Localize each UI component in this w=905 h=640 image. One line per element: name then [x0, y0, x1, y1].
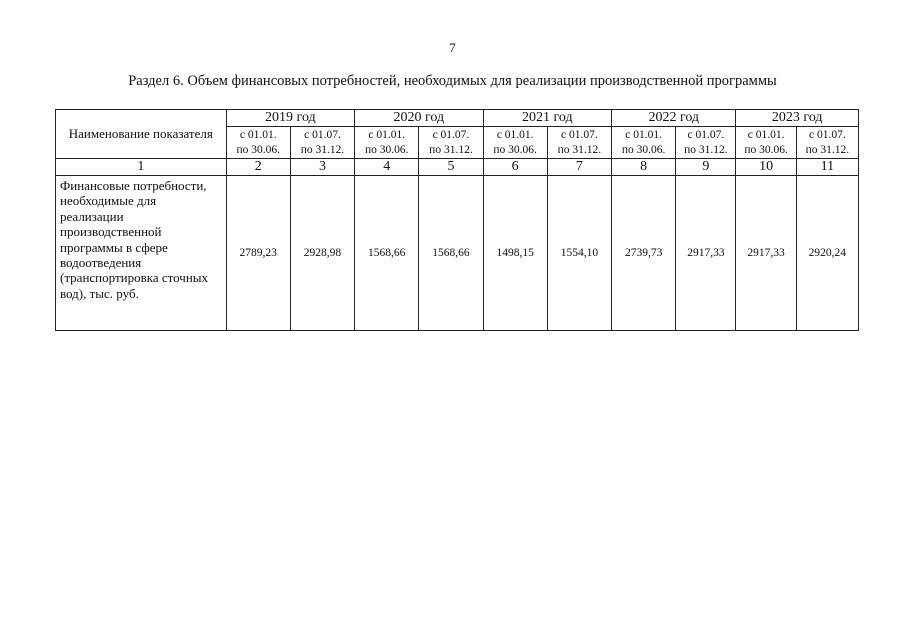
column-number: 7 — [547, 159, 611, 176]
period-header — [547, 127, 611, 159]
indicator-header: Наименование показателя — [56, 110, 227, 159]
period-start: с 01.07. — [304, 128, 341, 141]
page-number: 7 — [449, 40, 456, 55]
value-cell: 2920,24 — [796, 176, 858, 331]
indicator-label: Финансовые потребности, необходимые для реализации производственной программы в сфере водоотведения (транспортировка сточных вод), тыс. руб. — [56, 176, 227, 331]
period-start: с 01.01. — [368, 128, 406, 141]
period-start: с 01.07. — [687, 128, 725, 141]
financial-needs-table — [55, 109, 859, 331]
period-start: с 01.07. — [561, 128, 598, 141]
period-end: по 31.12. — [805, 143, 850, 156]
value-cell: 1554,10 — [547, 176, 611, 331]
period-end: по 30.06. — [364, 143, 409, 156]
column-number: 2 — [226, 159, 290, 176]
period-start: с 01.07. — [432, 128, 470, 141]
period-end: по 30.06. — [236, 143, 280, 156]
period-end: по 30.06. — [621, 143, 666, 156]
period-start: с 01.01. — [239, 128, 277, 141]
header-row-years — [56, 110, 859, 127]
column-number: 6 — [483, 159, 547, 176]
value-cell: 2739,73 — [612, 176, 676, 331]
column-number: 11 — [796, 159, 858, 176]
table-row — [56, 176, 859, 331]
period-start: с 01.07. — [808, 128, 846, 141]
column-number: 5 — [419, 159, 483, 176]
column-number: 10 — [736, 159, 796, 176]
period-end: по 31.12. — [429, 143, 473, 156]
value-cell: 2789,23 — [226, 176, 290, 331]
period-end: по 31.12. — [300, 143, 345, 156]
value-cell: 1498,15 — [483, 176, 547, 331]
period-header — [796, 127, 858, 159]
period-start: с 01.01. — [625, 128, 663, 141]
period-header — [355, 127, 419, 159]
value-cell: 2917,33 — [676, 176, 736, 331]
period-header — [483, 127, 547, 159]
value-cell: 2917,33 — [736, 176, 796, 331]
year-header-2023: 2023 год — [736, 110, 859, 127]
value-cell: 1568,66 — [355, 176, 419, 331]
section-title: Раздел 6. Объем финансовых потребностей, необходимых для реализации производственной программы — [128, 73, 777, 89]
column-number: 3 — [290, 159, 354, 176]
column-number: 8 — [612, 159, 676, 176]
period-header — [676, 127, 736, 159]
period-header — [226, 127, 290, 159]
column-number: 1 — [56, 159, 227, 176]
period-end: по 31.12. — [684, 143, 728, 156]
period-end: по 30.06. — [744, 143, 788, 156]
period-start: с 01.01. — [747, 128, 785, 141]
year-header-2021: 2021 год — [483, 110, 611, 127]
period-end: по 31.12. — [557, 143, 602, 156]
period-header — [736, 127, 796, 159]
column-number-row — [56, 159, 859, 176]
period-header — [290, 127, 354, 159]
period-header — [419, 127, 483, 159]
column-number: 4 — [355, 159, 419, 176]
year-header-2019: 2019 год — [226, 110, 354, 127]
year-header-2022: 2022 год — [612, 110, 736, 127]
column-number: 9 — [676, 159, 736, 176]
period-header — [612, 127, 676, 159]
value-cell: 2928,98 — [290, 176, 354, 331]
year-header-2020: 2020 год — [355, 110, 483, 127]
period-end: по 30.06. — [493, 143, 537, 156]
period-start: с 01.01. — [496, 128, 534, 141]
value-cell: 1568,66 — [419, 176, 483, 331]
